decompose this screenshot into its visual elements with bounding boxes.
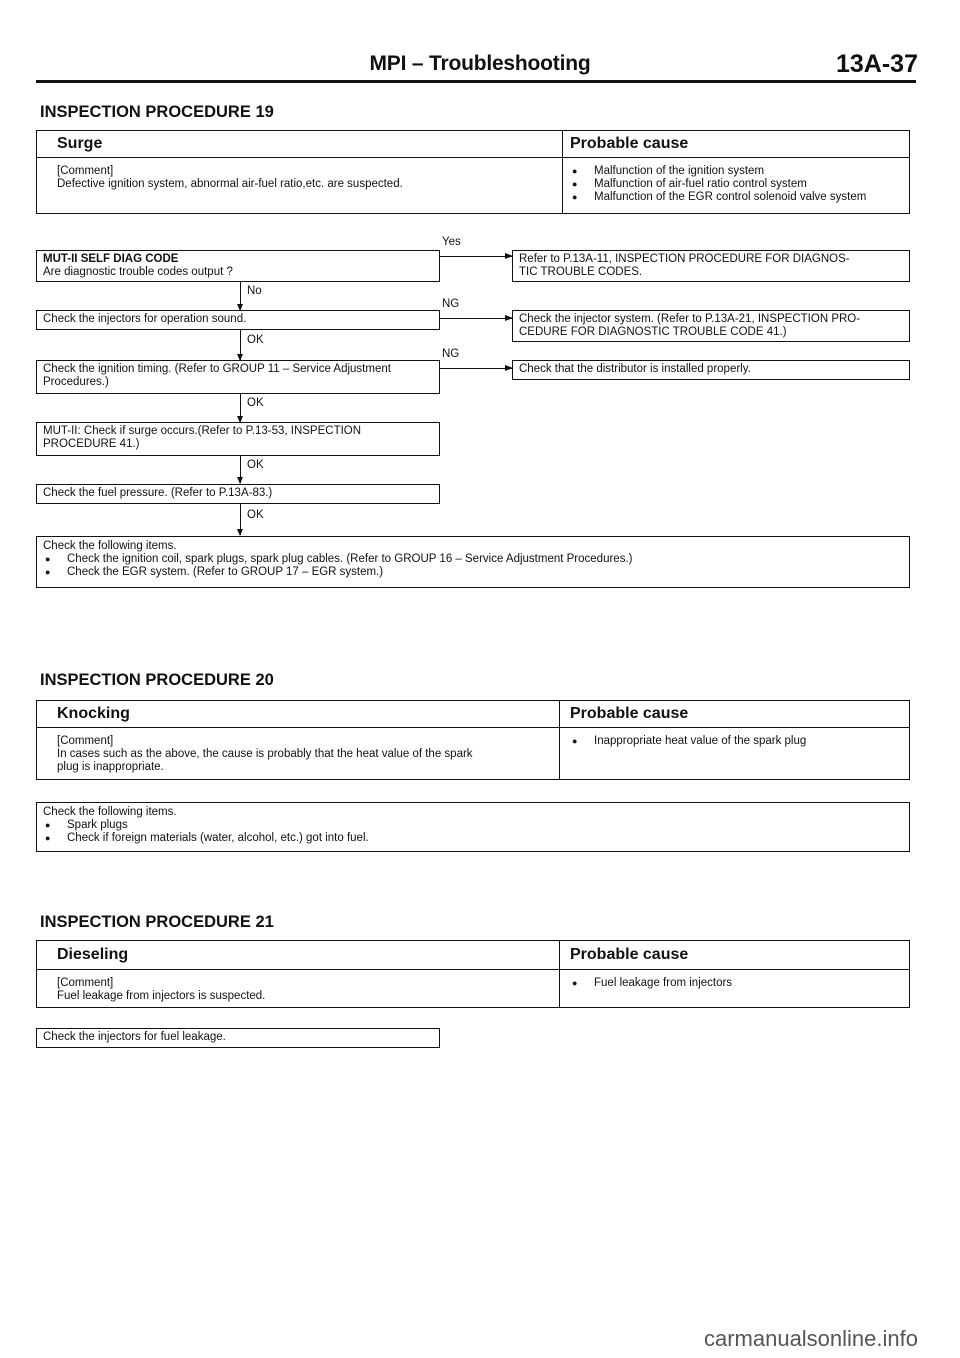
action-line: Refer to P.13A-11, INSPECTION PROCEDURE FOR DIAGNOS- [519,253,850,265]
step-title: MUT-II SELF DIAG CODE [43,253,179,265]
final-check-list [43,553,903,579]
page-number: 13A-37 [836,50,918,78]
probable-cause-heading: Probable cause [570,946,689,963]
step-line: PROCEDURE 41.) [43,438,140,450]
probable-cause-heading: Probable cause [570,135,689,152]
ok-label: OK [247,334,264,346]
flow-step-mut-surge [36,422,440,456]
ok-arrow [240,504,241,535]
ok-label: OK [247,397,264,409]
comment-label: [Comment] [57,977,114,989]
ok-arrow [240,330,241,360]
ok-label: OK [247,459,264,471]
step-line: Procedures.) [43,376,109,388]
comment-label: [Comment] [57,735,114,747]
comment-text: Defective ignition system, abnormal air-fuel ratio,etc. are suspected. [57,178,403,190]
ok-label: OK [247,509,264,521]
probable-cause-heading: Probable cause [570,705,689,722]
table-divider [559,701,560,779]
check-item: ● Check if foreign materials (water, alcohol, etc.) got into fuel. [43,832,903,845]
step-line: Check the ignition timing. (Refer to GROUP 11 – Service Adjustment [43,363,391,375]
cause-item: ● Malfunction of air-fuel ratio control system [570,178,866,191]
table-divider [37,727,909,728]
no-label: No [247,285,262,297]
cause-item: ● Malfunction of the EGR control solenoid valve system [570,191,866,204]
ng-label: NG [442,298,460,310]
final-title: Check the following items. [43,806,177,818]
procedure-20-title: INSPECTION PROCEDURE 20 [40,671,274,689]
cause-item: ● Fuel leakage from injectors [570,977,732,990]
table-divider [559,941,560,1007]
comment-text: plug is inappropriate. [57,761,164,773]
flow-final-check-items [36,536,910,588]
procedure-19-title: INSPECTION PROCEDURE 19 [40,103,274,121]
probable-cause-list [570,977,732,990]
final-check-list [43,819,903,845]
header-rule [36,80,916,83]
flow-step-ignition-timing [36,360,440,394]
page-title: MPI – Troubleshooting [369,52,591,75]
watermark: carmanualsonline.info [703,1326,918,1351]
procedure-19-info-table [36,130,910,214]
step-line: MUT-II: Check if surge occurs.(Refer to P.13-53, INSPECTION [43,425,362,437]
procedure-20-check-items [36,802,910,852]
cause-item: ● Malfunction of the ignition system [570,165,866,178]
ng-arrow [440,368,512,369]
comment-label: [Comment] [57,165,114,177]
symptom-heading: Dieseling [57,946,129,963]
table-divider [37,969,909,970]
probable-cause-list [570,735,806,748]
table-divider [562,131,563,213]
yes-label: Yes [442,236,461,248]
symptom-heading: Knocking [57,705,130,722]
ng-label: NG [442,348,460,360]
flow-step-fuel-pressure: Check the fuel pressure. (Refer to P.13A-83.) [36,484,440,504]
final-title: Check the following items. [43,540,177,552]
flow-action-injector-system [512,310,910,342]
cause-item: ● Inappropriate heat value of the spark plug [570,735,806,748]
comment-text: In cases such as the above, the cause is probably that the heat value of the spark [57,748,473,760]
flow-step-self-diag [36,250,440,282]
action-line: Check the injector system. (Refer to P.13A-21, INSPECTION PRO- [519,313,861,325]
probable-cause-list [570,165,866,204]
flow-action-distributor: Check that the distributor is installed properly. [512,360,910,380]
flow-step-injector-sound: Check the injectors for operation sound. [36,310,440,330]
procedure-20-info-table [36,700,910,780]
check-item: ● Check the ignition coil, spark plugs, spark plug cables. (Refer to GROUP 16 – Service Adjustment Procedures.) [43,553,903,566]
ng-arrow [440,318,512,319]
ok-arrow [240,456,241,483]
check-item: ● Check the EGR system. (Refer to GROUP 17 – EGR system.) [43,566,903,579]
procedure-21-info-table [36,940,910,1008]
procedure-21-step-injector-leakage: Check the injectors for fuel leakage. [36,1028,440,1048]
procedure-21-title: INSPECTION PROCEDURE 21 [40,913,274,931]
comment-text: Fuel leakage from injectors is suspected. [57,990,266,1002]
check-item: ● Spark plugs [43,819,903,832]
flow-action-refer-dtc [512,250,910,282]
action-line: CEDURE FOR DIAGNOSTIC TROUBLE CODE 41.) [519,326,787,338]
no-arrow [240,282,241,310]
action-line: TIC TROUBLE CODES. [519,266,643,278]
table-divider [37,157,909,158]
symptom-heading: Surge [57,135,103,152]
yes-arrow [440,256,512,257]
ok-arrow [240,394,241,422]
step-text: Are diagnostic trouble codes output ? [43,266,233,278]
